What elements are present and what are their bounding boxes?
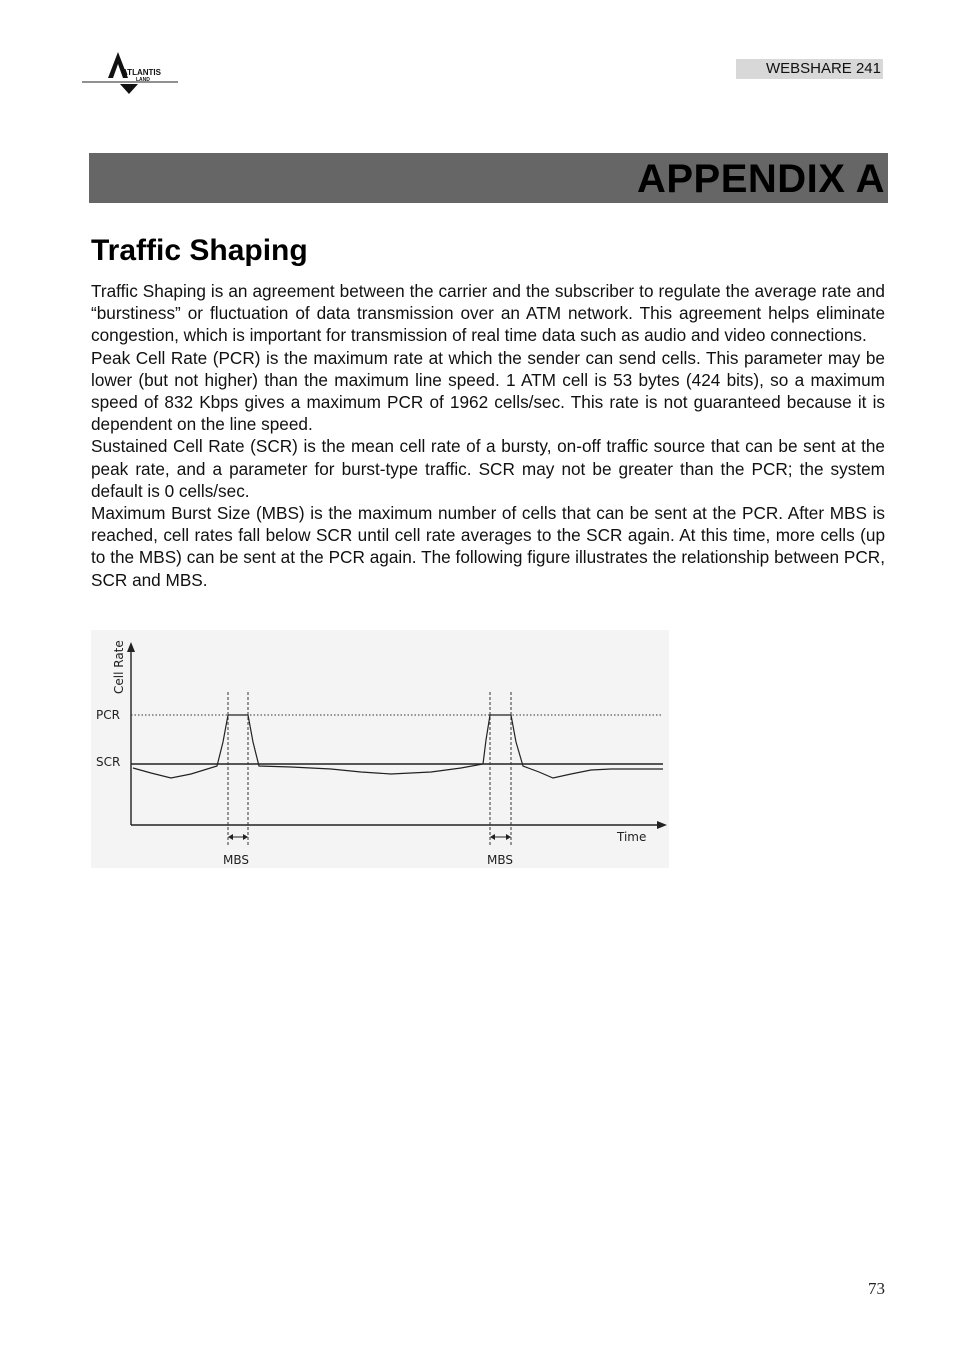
- paragraph-scr: Sustained Cell Rate (SCR) is the mean cell rate of a bursty, on-off traffic source that can be sent at the peak rate, and a parameter for burst-type traffic. SCR may not be greater than the PCR; the system default is 0 cells/sec.: [91, 436, 885, 501]
- page-number: 73: [868, 1279, 885, 1298]
- logo-subtext: LAND: [136, 77, 150, 83]
- section-title: Traffic Shaping: [91, 234, 308, 267]
- body-text: [91, 280, 885, 591]
- traffic-shaping-figure: [91, 630, 669, 868]
- appendix-banner: [89, 153, 888, 203]
- y-axis-label: Cell Rate: [112, 640, 126, 694]
- logo-text: ATLANTIS: [122, 68, 161, 77]
- atlantis-land-logo: [80, 46, 180, 98]
- paragraph-traffic-shaping: Traffic Shaping is an agreement between the carrier and the subscriber to regulate the average rate and “burstiness” or fluctuation of data transmission over an ATM network. This agreement helps eliminate congestion, which is important for transmission of real time data such as audio and video connections.: [91, 281, 885, 346]
- paragraph-mbs: Maximum Burst Size (MBS) is the maximum number of cells that can be sent at the PCR. After MBS is reached, cell rates fall below SCR until cell rate averages to the SCR again. At this time, more cells (up to the MBS) can be sent at the PCR again. The following figure illustrates the relationship between PCR, SCR and MBS.: [91, 503, 885, 590]
- mbs-label-2: MBS: [487, 853, 513, 867]
- scr-label: SCR: [96, 755, 121, 769]
- product-name: WEBSHARE 241: [736, 59, 883, 79]
- mbs-label-1: MBS: [223, 853, 249, 867]
- appendix-title: APPENDIX A: [636, 157, 885, 201]
- x-axis-label: Time: [617, 830, 647, 844]
- pcr-label: PCR: [96, 708, 120, 722]
- paragraph-pcr: Peak Cell Rate (PCR) is the maximum rate at which the sender can send cells. This parameter may be lower (but not higher) than the maximum line speed. 1 ATM cell is 53 bytes (424 bits), so a maximum speed of 832 Kbps gives a maximum PCR of 1962 cells/sec. This rate is not guaranteed because it is dependent on the line speed.: [91, 347, 885, 435]
